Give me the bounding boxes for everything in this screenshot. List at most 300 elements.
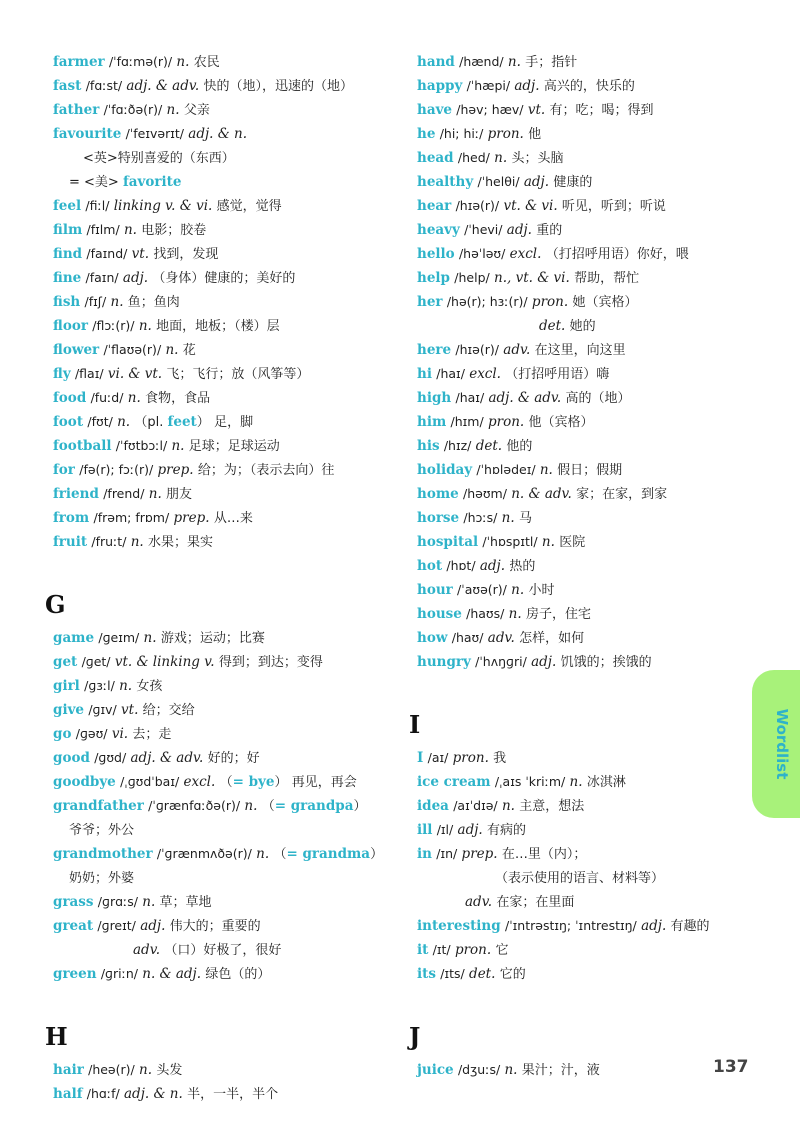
part-of-speech: adv. [487,630,515,646]
headword[interactable]: idea [417,798,449,814]
headword[interactable]: half [53,1086,83,1102]
definition: 头；头脑 [511,151,564,166]
definition: 伟大的；重要的 [169,919,261,934]
part-of-speech: det. [475,438,503,454]
part-of-speech: pron. [488,414,525,430]
paren-close: ） [196,415,210,430]
part-of-speech: n. & adv. [511,486,572,502]
part-of-speech: n. [127,390,141,406]
entry-continuation [417,314,757,338]
part-of-speech: det. [539,318,566,334]
part-of-speech: prep. [157,462,194,478]
part-of-speech: vt. & vi. [503,198,558,214]
word-entry [53,338,398,362]
phonetic: /ɪn/ [436,846,458,861]
headword[interactable]: food [53,390,87,406]
part-of-speech: adv. [465,894,493,910]
phonetic: /haʊ/ [451,630,484,645]
phonetic: /ˈfeɪvərɪt/ [125,126,184,141]
word-entry [53,98,398,122]
word-entry [417,1058,757,1082]
definition: 农民 [193,55,220,70]
phonetic: /ˈɡrænmʌðə(r)/ [156,846,252,861]
headword[interactable]: him [417,414,447,430]
word-entry [53,746,398,770]
word-entry [417,434,757,458]
headword[interactable]: hour [417,582,453,598]
phonetic: /ɡɜːl/ [84,678,115,693]
headword[interactable]: for [53,462,75,478]
phonetic: /fuːd/ [90,390,124,405]
phonetic: /ˈhæpi/ [466,78,511,93]
headword[interactable]: heavy [417,222,460,238]
phonetic: /ɡeɪm/ [98,630,140,645]
phonetic: /faɪn/ [85,270,119,285]
definition: 她（宾格） [572,295,638,310]
phonetic: /fʊt/ [87,414,113,429]
headword[interactable]: good [53,750,90,766]
headword[interactable]: grandmother [53,846,153,862]
word-entry [53,242,398,266]
definition: （表示使用的语言、材料等） [495,871,665,886]
headword[interactable]: find [53,246,83,262]
headword[interactable]: father [53,102,100,118]
word-entry [417,626,757,650]
headword[interactable]: football [53,438,112,454]
word-entry [53,314,398,338]
part-of-speech: linking v. & vi. [113,198,213,214]
part-of-speech: adj. [122,270,149,286]
part-of-speech: adj. [514,78,540,94]
phonetic: /fruːt/ [91,534,127,549]
entry-continuation [53,938,398,962]
headword[interactable]: goodbye [53,774,116,790]
phonetic: /ˈhɒlədeɪ/ [476,462,536,477]
phonetic: /flaɪ/ [74,366,104,381]
headword[interactable]: fish [53,294,81,310]
definition: 奶奶；外婆 [69,871,135,886]
word-entry [53,890,398,914]
paren-open: （pl. [134,415,168,430]
headword[interactable]: friend [53,486,99,502]
part-of-speech: n. [569,774,583,790]
part-of-speech: n. [507,54,521,70]
headword[interactable]: give [53,702,85,718]
word-entry [417,770,757,794]
headword[interactable]: head [417,150,454,166]
definition: 食物，食品 [145,391,211,406]
phonetic: /həˈləʊ/ [458,246,506,261]
part-of-speech: n. [244,798,258,814]
paren-open: （ [261,799,275,814]
word-entry [417,194,757,218]
headword[interactable]: interesting [417,918,501,934]
definition: 去；走 [132,727,172,742]
entry-continuation [53,866,398,890]
definition: 女孩 [136,679,163,694]
headword[interactable]: it [417,942,429,958]
word-entry [417,410,757,434]
word-entry [417,362,757,386]
definition: 感觉，觉得 [216,199,282,214]
word-entry [53,50,398,74]
paren-close: ） [370,847,384,862]
phonetic: /hɪz/ [443,438,472,453]
part-of-speech: n. & adj. [142,966,202,982]
headword[interactable]: ice cream [417,774,491,790]
headword[interactable]: here [417,342,452,358]
word-entry [417,938,757,962]
headword[interactable]: her [417,294,443,310]
headword[interactable]: high [417,390,452,406]
variant-prefix: = <美> [69,175,123,190]
headword[interactable]: fast [53,78,82,94]
part-of-speech: n. [501,798,515,814]
definition: 好的；好 [207,751,260,766]
section-gap [53,554,398,572]
word-entry [53,482,398,506]
definition: 马 [518,511,532,526]
phonetic: /ˈfɑːmə(r)/ [108,54,173,69]
phonetic: /ˌɡʊdˈbaɪ/ [120,774,180,789]
word-entry [417,386,757,410]
word-entry [53,194,398,218]
part-of-speech: excl. [469,366,501,382]
part-of-speech: adj. [506,222,532,238]
phonetic: /ˌaɪs ˈkriːm/ [494,774,566,789]
word-entry [417,218,757,242]
definition: 他 [528,127,542,142]
part-of-speech: n. [494,150,508,166]
page-number: 137 [713,1057,749,1077]
definition: 我 [493,751,507,766]
headword[interactable]: his [417,438,440,454]
phonetic: /ˈhɒspɪtl/ [482,534,538,549]
headword[interactable]: fruit [53,534,88,550]
word-entry [417,530,757,554]
word-entry [417,122,757,146]
definition: 父亲 [183,103,210,118]
phonetic: /ˈfɑːðə(r)/ [103,102,163,117]
part-of-speech: vt. [121,702,139,718]
phonetic: /frend/ [103,486,145,501]
phonetic: /frəm; frɒm/ [93,510,170,525]
part-of-speech: n. [123,222,137,238]
definition: 草；草地 [159,895,212,910]
word-entry [53,794,398,818]
phonetic: /həʊm/ [463,486,507,501]
part-of-speech: adj. [641,918,667,934]
section-letter: I [409,710,421,739]
word-entry [417,50,757,74]
part-of-speech: adj. [457,822,483,838]
phonetic: /ɡet/ [81,654,111,669]
headword[interactable]: fine [53,270,82,286]
word-entry [417,506,757,530]
part-of-speech: n. [256,846,270,862]
part-of-speech: vi. [111,726,129,742]
headword[interactable]: juice [417,1062,454,1078]
word-entry [53,842,398,866]
entry-continuation [53,146,398,170]
definition: 电影；胶卷 [141,223,207,238]
definition: 爷爷；外公 [69,823,135,838]
part-of-speech: n. [511,582,525,598]
word-entry [53,626,398,650]
part-of-speech: adj. & n. [188,126,248,142]
phonetic: /ˈhevi/ [464,222,503,237]
phonetic: /ˈɡrænfɑːðə(r)/ [148,798,241,813]
headword[interactable]: house [417,606,462,622]
definition: 游戏；运动；比赛 [160,631,265,646]
headword[interactable]: foot [53,414,84,430]
headword[interactable]: game [53,630,95,646]
definition: 足，脚 [214,415,254,430]
section-gap [53,986,398,1004]
word-entry [53,410,398,434]
phonetic: /haʊs/ [466,606,505,621]
headword[interactable]: hear [417,198,452,214]
word-entry [417,338,757,362]
part-of-speech: n. [130,534,144,550]
part-of-speech: n. [508,606,522,622]
part-of-speech: vi. & vt. [107,366,163,382]
headword[interactable]: from [53,510,90,526]
word-entry [417,146,757,170]
definition: 绿色（的） [205,967,271,982]
phonetic: /hə(r); hɜː(r)/ [446,294,528,309]
headword[interactable]: how [417,630,448,646]
phonetic: /hɪə(r)/ [455,198,500,213]
headword[interactable]: hair [53,1062,84,1078]
part-of-speech: excl. [183,774,216,790]
phonetic: /fə(r); fɔː(r)/ [79,462,154,477]
entry-continuation [417,890,757,914]
definition: （打招呼用语）你好，喂 [545,247,689,262]
headword[interactable]: great [53,918,94,934]
part-of-speech: prep. [173,510,210,526]
headword[interactable]: hot [417,558,443,574]
definition: 它 [495,943,509,958]
headword[interactable]: hospital [417,534,479,550]
paren-open: （ [273,847,287,862]
definition: 半，一半，半个 [187,1087,279,1102]
definition: 高兴的，快乐的 [543,79,635,94]
headword[interactable]: have [417,102,452,118]
definition: 冰淇淋 [586,775,626,790]
variant-form: feet [167,414,197,430]
headword[interactable]: happy [417,78,463,94]
part-of-speech: det. [469,966,496,982]
word-entry [417,170,757,194]
part-of-speech: excl. [509,246,542,262]
part-of-speech: n. [539,462,553,478]
word-entry [417,914,757,938]
part-of-speech: vt. [131,246,150,262]
word-entry [417,242,757,266]
word-entry [53,1058,398,1082]
phonetic: /həv; hæv/ [456,102,524,117]
part-of-speech: adj. [140,918,166,934]
definition: 足球；足球运动 [188,439,280,454]
headword[interactable]: hand [417,54,455,70]
word-entry [417,746,757,770]
part-of-speech: n. [110,294,124,310]
definition: 得到；到达；变得 [218,655,323,670]
phonetic: /ɡɪv/ [88,702,117,717]
headword[interactable]: help [417,270,450,286]
phonetic: /ɪts/ [440,966,465,981]
word-entry [417,818,757,842]
definition: 果汁；汁，液 [521,1063,600,1078]
phonetic: /haɪ/ [455,390,485,405]
right-column [409,50,757,1082]
word-entry [417,602,757,626]
part-of-speech: n., vt. & vi. [494,270,570,286]
word-entry [53,722,398,746]
part-of-speech: n. [143,630,157,646]
part-of-speech: n. [176,54,190,70]
definition: 听见，听到；听说 [561,199,666,214]
headword[interactable]: fly [53,366,71,382]
word-entry [417,842,757,866]
headword[interactable]: holiday [417,462,473,478]
headword[interactable]: I [417,750,424,766]
part-of-speech: n. [166,102,180,118]
definition: 重的 [536,223,563,238]
word-entry [417,482,757,506]
word-entry [53,698,398,722]
part-of-speech: adj. & adv. [488,390,562,406]
word-entry [417,458,757,482]
phonetic: /fɪlm/ [86,222,120,237]
phonetic: /aɪˈdɪə/ [453,798,498,813]
phonetic: /ɡəʊ/ [75,726,108,741]
part-of-speech: pron. [454,942,492,958]
definition: 在…里（内）； [501,847,587,862]
variant-form: = grandpa [274,798,354,814]
definition: 他（宾格） [528,415,594,430]
phonetic: /ɪl/ [436,822,454,837]
phonetic: /faɪnd/ [86,246,128,261]
definition: 怎样，如何 [519,631,585,646]
headword[interactable]: flower [53,342,100,358]
definition: 家；在家，到家 [576,487,668,502]
definition: （打招呼用语）嗨 [505,367,610,382]
headword[interactable]: get [53,654,78,670]
paren-open: （ [219,775,233,790]
headword[interactable]: go [53,726,72,742]
part-of-speech: vt. & linking v. [114,654,215,670]
section-letter: J [409,1022,421,1051]
phonetic: /ˈflaʊə(r)/ [103,342,162,357]
headword[interactable]: grass [53,894,94,910]
definition: 高的（地） [565,391,631,406]
definition: 有；吃；喝；得到 [549,103,654,118]
definition: 小时 [528,583,555,598]
headword[interactable]: farmer [53,54,105,70]
word-entry [417,578,757,602]
headword[interactable]: home [417,486,459,502]
phonetic: /hɪə(r)/ [455,342,499,357]
definition: 头发 [156,1063,183,1078]
definition: 在家；在里面 [496,895,575,910]
headword[interactable]: grandfather [53,798,144,814]
headword[interactable]: hello [417,246,455,262]
phonetic: /ˈhelθi/ [477,174,520,189]
part-of-speech: vt. [527,102,546,118]
word-entry [53,1082,398,1106]
word-entry [53,362,398,386]
headword[interactable]: favourite [53,126,122,142]
definition: 假日；假期 [557,463,623,478]
headword[interactable]: hi [417,366,432,382]
headword[interactable]: he [417,126,436,142]
part-of-speech: adj. [479,558,506,574]
part-of-speech: adv. [133,942,161,958]
word-entry [53,122,398,146]
phonetic: /hænd/ [459,54,504,69]
definition: 热的 [509,559,536,574]
headword[interactable]: feel [53,198,82,214]
part-of-speech: adj. & adv. [126,78,200,94]
word-entry [53,506,398,530]
definition: 飞；飞行；放（风筝等） [166,367,310,382]
section-letter: H [45,1022,68,1051]
definition: 地面，地板；（楼）层 [156,319,280,334]
headword[interactable]: horse [417,510,460,526]
headword[interactable]: green [53,966,97,982]
headword[interactable]: floor [53,318,88,334]
word-entry [53,266,398,290]
headword[interactable]: in [417,846,432,862]
headword[interactable]: girl [53,678,80,694]
definition: 他的 [506,439,533,454]
definition: 有趣的 [670,919,710,934]
headword[interactable]: film [53,222,83,238]
section-gap [417,986,757,1004]
part-of-speech: n. [138,318,152,334]
word-entry [53,674,398,698]
phonetic: /ɡreɪt/ [97,918,136,933]
part-of-speech: n. [504,1062,518,1078]
word-entry [53,962,398,986]
phonetic: /ˈaʊə(r)/ [457,582,507,597]
headword[interactable]: healthy [417,174,474,190]
definition: 饥饿的；挨饿的 [560,655,652,670]
headword[interactable]: its [417,966,436,982]
part-of-speech: n. [171,438,185,454]
definition: 手；指针 [525,55,578,70]
headword[interactable]: ill [417,822,433,838]
word-entry [53,914,398,938]
part-of-speech: prep. [461,846,498,862]
part-of-speech: n. [501,510,515,526]
definition: 她的 [569,319,596,334]
part-of-speech: pron. [487,126,524,142]
phonetic: /fɑːst/ [85,78,123,93]
definition: 主意，想法 [519,799,585,814]
definition: 找到，发现 [153,247,219,262]
headword[interactable]: hungry [417,654,471,670]
part-of-speech: n. [139,1062,153,1078]
wordlist-side-tab[interactable] [752,670,800,818]
definition: 在这里，向这里 [534,343,626,358]
part-of-speech: adj. & adv. [130,750,204,766]
paren-close: ） [353,799,367,814]
phonetic: /hɔːs/ [463,510,498,525]
word-entry [53,530,398,554]
